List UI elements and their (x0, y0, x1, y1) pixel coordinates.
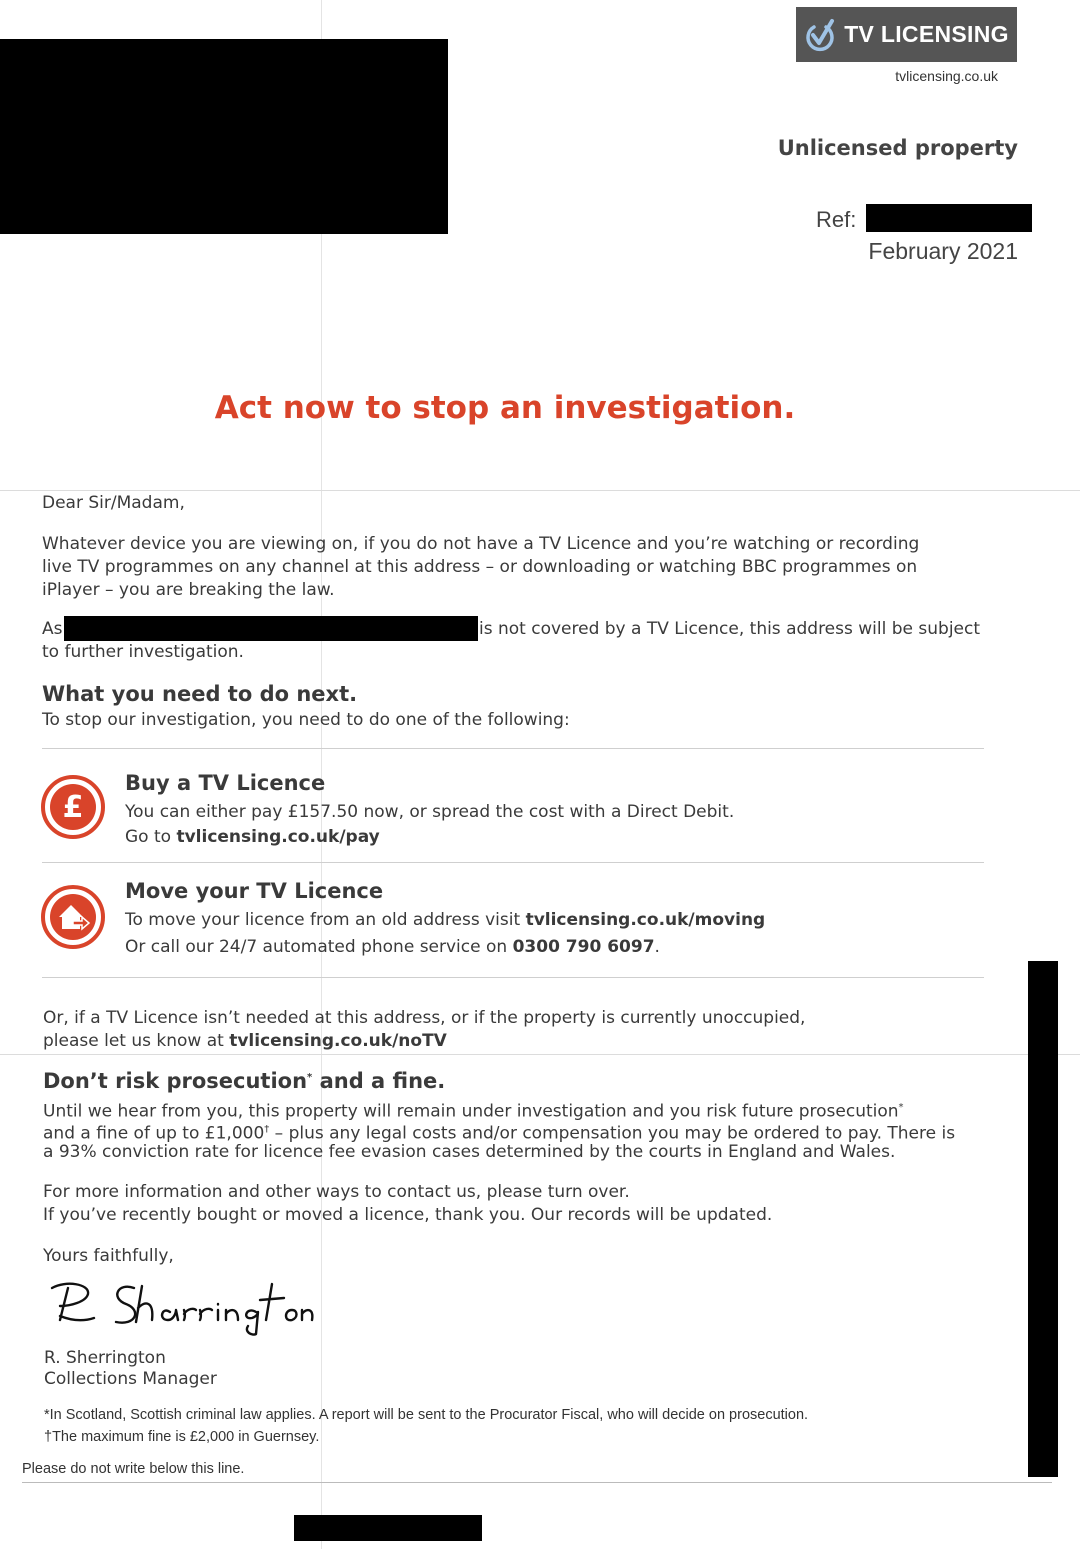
option-move-title: Move your TV Licence (125, 879, 384, 903)
redacted-bottom-code (294, 1515, 482, 1541)
logo-text: TV LICENSING (844, 21, 1009, 47)
next-steps-intro: To stop our investigation, you need to do one of the following: (42, 710, 570, 730)
reference-label: Ref: (816, 207, 857, 232)
tv-licensing-logo (796, 7, 1017, 62)
phone-number[interactable]: 0300 790 6097 (512, 937, 655, 957)
tick-logo-icon (804, 17, 836, 53)
option-buy-goto: Go to (125, 827, 177, 847)
salutation: Dear Sir/Madam, (42, 493, 185, 513)
signatory-title: Collections Manager (44, 1369, 217, 1389)
unoccupied-line-2 (43, 1030, 447, 1053)
svg-text:£: £ (62, 790, 84, 825)
dagger-mark: † (264, 1124, 270, 1135)
prosecution-heading (43, 1069, 445, 1093)
address-suffix: is not covered by a TV Licence, this address will be subject (479, 619, 981, 639)
intro-paragraph (42, 533, 919, 602)
handwritten-signature (46, 1276, 316, 1342)
pound-icon (40, 774, 106, 840)
letter-date: February 2021 (868, 238, 1018, 264)
signatory-name: R. Sherrington (44, 1348, 166, 1368)
unoccupied-text: please let us know at (43, 1031, 230, 1051)
fine-text: and a fine of up to £1,000 (43, 1123, 265, 1144)
paper-fold-horizontal-top (0, 490, 1080, 491)
fine-text-cont: – plus any legal costs and/or compensation you may be ordered to pay. There is (269, 1123, 956, 1144)
phone-suffix: . (654, 937, 660, 957)
footnote-guernsey: †The maximum fine is £2,000 in Guernsey. (44, 1429, 320, 1445)
option-move-line-2 (125, 934, 660, 960)
option-move-text: To move your licence from an old address visit (125, 910, 526, 930)
notv-link[interactable]: tvlicensing.co.uk/noTV (229, 1031, 447, 1051)
next-steps-heading: What you need to do next. (42, 682, 358, 706)
intro-line: live TV programmes on any channel at this address – or downloading or watching BBC programmes on (42, 557, 918, 577)
prosecution-line-3: a 93% conviction rate for licence fee evasion cases determined by the courts in England and Wales. (43, 1142, 896, 1162)
sign-off: Yours faithfully, (43, 1246, 174, 1266)
more-info: For more information and other ways to contact us, please turn over. (43, 1182, 630, 1202)
divider (42, 977, 984, 978)
moving-link[interactable]: tvlicensing.co.uk/moving (525, 910, 766, 930)
prosecution-heading-text: Don’t risk prosecution (43, 1069, 308, 1093)
divider (42, 748, 984, 749)
option-move-line-1 (125, 907, 765, 933)
option-buy-title: Buy a TV Licence (125, 771, 326, 795)
unoccupied-line-1: Or, if a TV Licence isn’t needed at this address, or if the property is currently unoccupied, (43, 1008, 806, 1028)
footnote-scotland: *In Scotland, Scottish criminal law applies. A report will be sent to the Procurator Fiscal, who will decide on prosecution. (44, 1407, 809, 1423)
redacted-reference (866, 204, 1032, 232)
redacted-address-inline (64, 616, 478, 641)
redacted-side-strip (1028, 961, 1058, 1477)
divider (42, 862, 984, 863)
records-note: If you’ve recently bought or moved a licence, thank you. Our records will be updated. (43, 1205, 773, 1225)
address-line-2: to further investigation. (42, 642, 244, 662)
prosecution-heading-end: and a fine. (312, 1069, 446, 1093)
property-status: Unlicensed property (777, 136, 1018, 160)
house-move-icon (40, 884, 106, 950)
header-website[interactable]: tvlicensing.co.uk (895, 68, 998, 84)
option-buy-line-2 (125, 824, 380, 850)
redacted-address-block (0, 39, 448, 234)
no-write-notice: Please do not write below this line. (22, 1461, 245, 1477)
intro-line: Whatever device you are viewing on, if you do not have a TV Licence and you’re watching or recording (42, 534, 920, 554)
option-buy-line-1: You can either pay £157.50 now, or spread the cost with a Direct Debit. (125, 802, 735, 822)
headline: Act now to stop an investigation. (214, 390, 796, 426)
phone-text: Or call our 24/7 automated phone service on (125, 937, 513, 957)
asterisk-mark: * (307, 1072, 313, 1083)
asterisk-mark: * (898, 1102, 904, 1113)
pay-link[interactable]: tvlicensing.co.uk/pay (176, 827, 380, 847)
prosecution-text: Until we hear from you, this property will remain under investigation and you risk future prosecution (43, 1101, 899, 1122)
address-prefix: As (42, 619, 63, 639)
intro-line: iPlayer – you are breaking the law. (42, 580, 335, 600)
paper-fold-horizontal-middle (0, 1054, 1080, 1055)
do-not-write-line (22, 1482, 1052, 1483)
